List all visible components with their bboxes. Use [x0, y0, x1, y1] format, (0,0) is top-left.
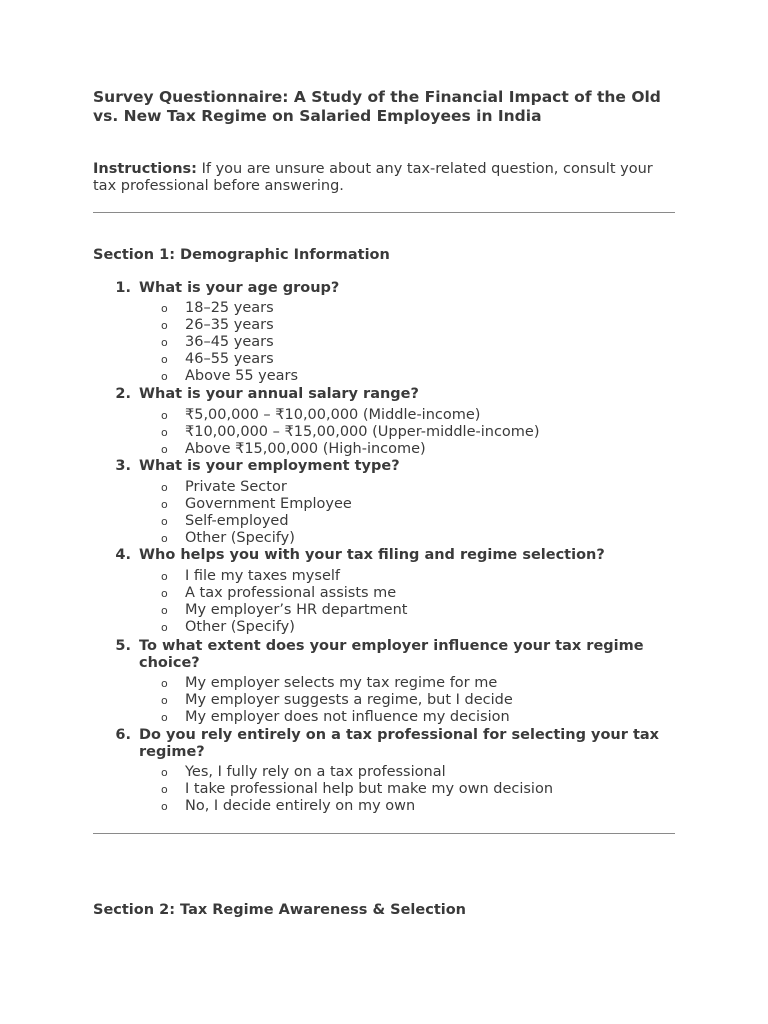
- question-4-options: [93, 568, 407, 636]
- question-text: Do you rely entirely on a tax professional for selecting your tax regime?: [139, 727, 660, 760]
- question-5-options: [93, 675, 513, 726]
- option-label: My employer suggests a regime, but I decide: [185, 692, 513, 708]
- bullet-icon: o: [161, 570, 168, 583]
- option: [93, 407, 540, 424]
- option: [93, 675, 513, 692]
- option-label: Self-employed: [185, 513, 289, 529]
- question-1: [93, 280, 678, 297]
- section-1-heading: Section 1: Demographic Information: [93, 247, 390, 263]
- option: [93, 585, 407, 602]
- option-label: Private Sector: [185, 479, 287, 495]
- option: [93, 351, 298, 368]
- option-label: My employer does not influence my decision: [185, 709, 510, 725]
- option: [93, 496, 352, 513]
- option-label: Yes, I fully rely on a tax professional: [185, 764, 446, 780]
- question-6-options: [93, 764, 553, 815]
- option: [93, 317, 298, 334]
- option: [93, 424, 540, 441]
- option: [93, 781, 553, 798]
- bullet-icon: o: [161, 694, 168, 707]
- option-label: Government Employee: [185, 496, 352, 512]
- option: [93, 530, 352, 547]
- question-number: 6.: [115, 727, 131, 743]
- bullet-icon: o: [161, 409, 168, 422]
- bullet-icon: o: [161, 532, 168, 545]
- instructions-label: Instructions:: [93, 161, 197, 177]
- question-3-options: [93, 479, 352, 547]
- bullet-icon: o: [161, 302, 168, 315]
- option-label: 26–35 years: [185, 317, 274, 333]
- bullet-icon: o: [161, 621, 168, 634]
- question-3: [93, 458, 678, 475]
- divider-top: [93, 212, 675, 213]
- option-label: I file my taxes myself: [185, 568, 340, 584]
- bullet-icon: o: [161, 498, 168, 511]
- option-label: ₹10,00,000 – ₹15,00,000 (Upper-middle-income): [185, 424, 540, 440]
- bullet-icon: o: [161, 336, 168, 349]
- option: [93, 300, 298, 317]
- option-label: My employer selects my tax regime for me: [185, 675, 498, 691]
- option-label: Above 55 years: [185, 368, 299, 384]
- bullet-icon: o: [161, 353, 168, 366]
- bullet-icon: o: [161, 481, 168, 494]
- bullet-icon: o: [161, 443, 168, 456]
- option: [93, 441, 540, 458]
- question-2: [93, 386, 678, 403]
- question-2-options: [93, 407, 540, 458]
- bullet-icon: o: [161, 711, 168, 724]
- question-text: What is your age group?: [139, 280, 340, 296]
- question-1-options: [93, 300, 298, 385]
- option-label: A tax professional assists me: [185, 585, 397, 601]
- section-2-heading: Section 2: Tax Regime Awareness & Selection: [93, 902, 466, 918]
- bullet-icon: o: [161, 800, 168, 813]
- question-text: What is your annual salary range?: [139, 386, 419, 402]
- page-title: Survey Questionnaire: A Study of the Financial Impact of the Old vs. New Tax Regime on Salaried Employees in India: [93, 88, 661, 125]
- option-label: 36–45 years: [185, 334, 274, 350]
- option: [93, 568, 407, 585]
- bullet-icon: o: [161, 677, 168, 690]
- instructions: [93, 161, 678, 195]
- bullet-icon: o: [161, 604, 168, 617]
- question-text: Who helps you with your tax filing and regime selection?: [139, 547, 605, 563]
- question-number: 5.: [115, 638, 131, 654]
- option-label: Other (Specify): [185, 530, 295, 546]
- option: [93, 602, 407, 619]
- option-label: 18–25 years: [185, 300, 274, 316]
- bullet-icon: o: [161, 426, 168, 439]
- option-label: Above ₹15,00,000 (High-income): [185, 441, 426, 457]
- question-number: 2.: [115, 386, 131, 402]
- divider-bottom: [93, 833, 675, 834]
- question-number: 4.: [115, 547, 131, 563]
- option: [93, 479, 352, 496]
- option: [93, 513, 352, 530]
- bullet-icon: o: [161, 370, 168, 383]
- bullet-icon: o: [161, 515, 168, 528]
- question-5: [93, 638, 678, 672]
- option: [93, 334, 298, 351]
- option-label: 46–55 years: [185, 351, 274, 367]
- bullet-icon: o: [161, 319, 168, 332]
- question-text: What is your employment type?: [139, 458, 400, 474]
- option: [93, 619, 407, 636]
- option-label: My employer’s HR department: [185, 602, 408, 618]
- option: [93, 798, 553, 815]
- option-label: No, I decide entirely on my own: [185, 798, 416, 814]
- option-label: Other (Specify): [185, 619, 295, 635]
- bullet-icon: o: [161, 783, 168, 796]
- question-4: [93, 547, 678, 564]
- bullet-icon: o: [161, 766, 168, 779]
- option: [93, 692, 513, 709]
- option: [93, 368, 298, 385]
- option: [93, 709, 513, 726]
- instructions-text: If you are unsure about any tax-related question, consult your tax professional before answering.: [93, 161, 653, 194]
- bullet-icon: o: [161, 587, 168, 600]
- question-number: 3.: [115, 458, 131, 474]
- option-label: I take professional help but make my own decision: [185, 781, 554, 797]
- option-label: ₹5,00,000 – ₹10,00,000 (Middle-income): [185, 407, 481, 423]
- question-number: 1.: [115, 280, 131, 296]
- question-text: To what extent does your employer influence your tax regime choice?: [139, 638, 644, 671]
- question-6: [93, 727, 678, 761]
- option: [93, 764, 553, 781]
